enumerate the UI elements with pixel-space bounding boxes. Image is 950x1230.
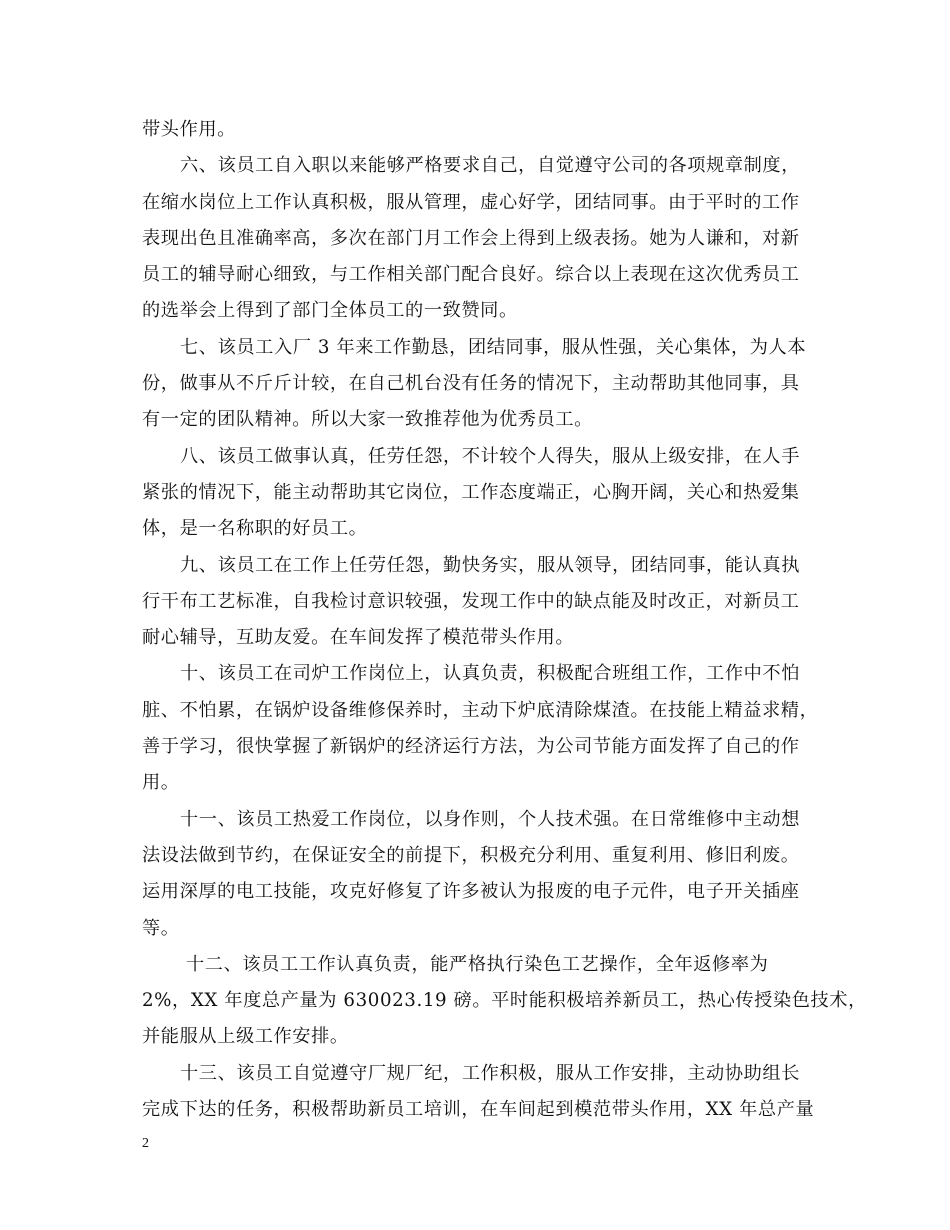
paragraph-seven-start: 七、该员工入厂 3 年来工作勤恳，团结同事，服从性强，关心集体，为人本: [180, 336, 807, 358]
text-line: 完成下达的任务，积极帮助新员工培训，在车间起到模范带头作用，XX 年总产量: [142, 1099, 815, 1121]
text-line: 运用深厚的电工技能，攻克好修复了许多被认为报废的电子元件，电子开关插座: [142, 881, 800, 903]
paragraph-six-start: 六、该员工自入职以来能够严格要求自己，自觉遵守公司的各项规章制度，: [180, 155, 800, 177]
paragraph-ten-start: 十、该员工在司炉工作岗位上，认真负责，积极配合班组工作，工作中不怕: [180, 663, 800, 685]
text-line: 在缩水岗位上工作认真积极，服从管理，虚心好学，团结同事。由于平时的工作: [142, 191, 800, 213]
body-text: [142, 112, 867, 1128]
text-line: 法设法做到节约，在保证安全的前提下，积极充分利用、重复利用、修旧利废。: [142, 844, 800, 866]
text-line: 脏、不怕累，在锅炉设备维修保养时，主动下炉底清除煤渣。在技能上精益求精，: [142, 699, 819, 721]
text-line: 带头作用。: [142, 119, 236, 140]
text-line: 体，是一名称职的好员工。: [142, 518, 368, 540]
text-line: 表现出色且准确率高，多次在部门月工作会上得到上级表扬。她为人谦和，对新: [142, 227, 800, 249]
text-line: 2%，XX 年度总产量为 630023.19 磅。平时能积极培养新员工，热心传授染色技术，: [142, 990, 867, 1012]
text-line: 份，做事从不斤斤计较，在自己机台没有任务的情况下，主动帮助其他同事，具: [142, 373, 800, 395]
text-line: 并能服从上级工作安排。: [142, 1026, 349, 1048]
paragraph-thirteen-start: 十三、该员工自觉遵守厂规厂纪，工作积极，服从工作安排，主动协助组长: [180, 1062, 800, 1084]
paragraph-eight-start: 八、该员工做事认真，任劳任怨，不计较个人得失，服从上级安排，在人手: [180, 445, 800, 467]
text-line: 紧张的情况下，能主动帮助其它岗位，工作态度端正，心胸开阔，关心和热爱集: [142, 481, 800, 503]
text-line: 耐心辅导，互助友爱。在车间发挥了模范带头作用。: [142, 627, 575, 649]
text-line: 等。: [142, 917, 180, 939]
text-line: 的选举会上得到了部门全体员工的一致赞同。: [142, 300, 518, 322]
text-line: 有一定的团队精神。所以大家一致推荐他为优秀员工。: [142, 409, 593, 431]
text-line: 员工的辅导耐心细致，与工作相关部门配合良好。综合以上表现在这次优秀员工: [142, 264, 800, 286]
text-line: 行干布工艺标准，自我检讨意识较强，发现工作中的缺点能及时改正，对新员工: [142, 590, 800, 612]
page-number: 2: [142, 1136, 149, 1151]
paragraph-twelve-start: 十二、该员工工作认真负责，能严格执行染色工艺操作，全年返修率为: [186, 953, 769, 975]
text-line: 用。: [142, 772, 180, 794]
text-line: 善于学习，很快掌握了新锅炉的经济运行方法，为公司节能方面发挥了自己的作: [142, 736, 800, 758]
paragraph-eleven-start: 十一、该员工热爱工作岗位，以身作则，个人技术强。在日常维修中主动想: [180, 808, 800, 830]
paragraph-nine-start: 九、该员工在工作上任劳任怨，勤快务实，服从领导，团结同事，能认真执: [180, 554, 800, 576]
